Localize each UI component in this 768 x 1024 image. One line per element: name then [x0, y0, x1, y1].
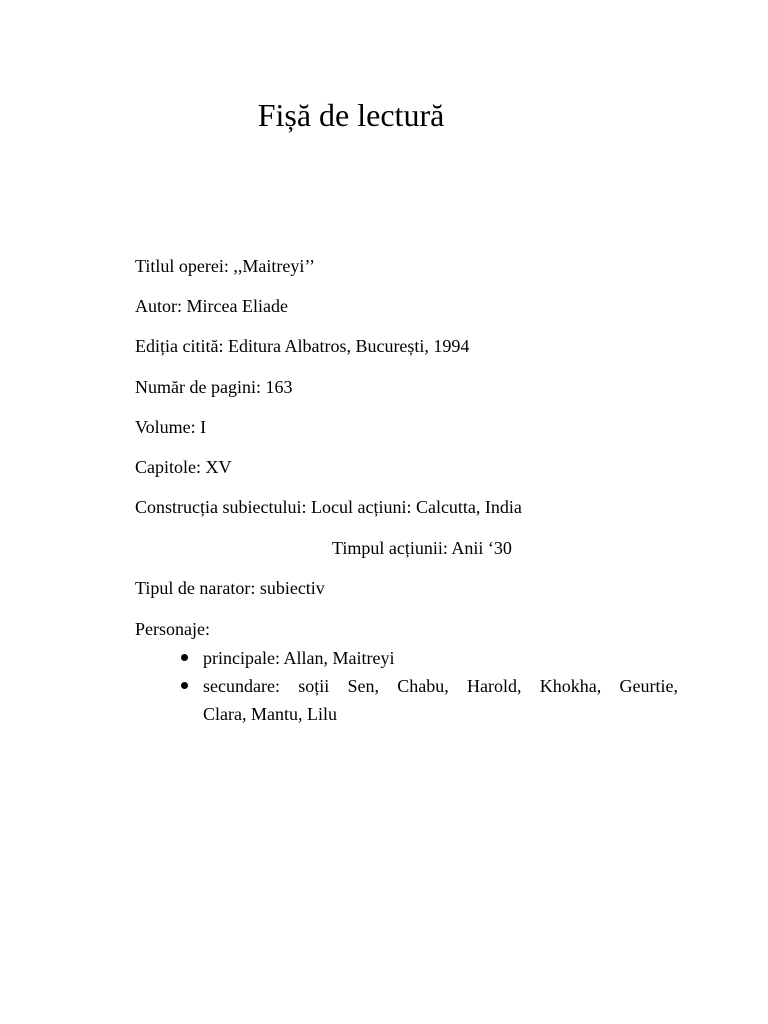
- field-capitole: Capitole: XV: [135, 457, 232, 477]
- characters-list: [176, 644, 678, 728]
- field-timpul: Timpul acțiunii: Anii ‘30: [332, 538, 512, 558]
- field-constructia: Construcția subiectului: Locul acțiuni: Calcutta, India: [135, 497, 522, 517]
- field-pagini: Număr de pagini: 163: [135, 377, 293, 397]
- field-editia: Ediția citită: Editura Albatros, București, 1994: [135, 336, 470, 356]
- characters-secondary-line2: Clara, Mantu, Lilu: [203, 704, 337, 724]
- field-narator: Tipul de narator: subiectiv: [135, 578, 325, 598]
- field-autor: Autor: Mircea Eliade: [135, 296, 288, 316]
- field-volume: Volume: I: [135, 417, 207, 437]
- characters-secondary: [203, 672, 678, 728]
- field-personaje: Personaje:: [135, 619, 210, 639]
- list-item: [176, 644, 678, 672]
- characters-principal: principale: Allan, Maitreyi: [203, 648, 395, 668]
- characters-secondary-line1: secundare: soții Sen, Chabu, Harold, Khokha, Geurtie,: [203, 676, 678, 696]
- document-title: Fișă de lectură: [257, 97, 445, 133]
- bullet-icon: [181, 682, 188, 689]
- list-item: [176, 672, 678, 728]
- bullet-icon: [181, 654, 188, 661]
- field-titlu: Titlul operei: ,,Maitreyi’’: [135, 256, 315, 276]
